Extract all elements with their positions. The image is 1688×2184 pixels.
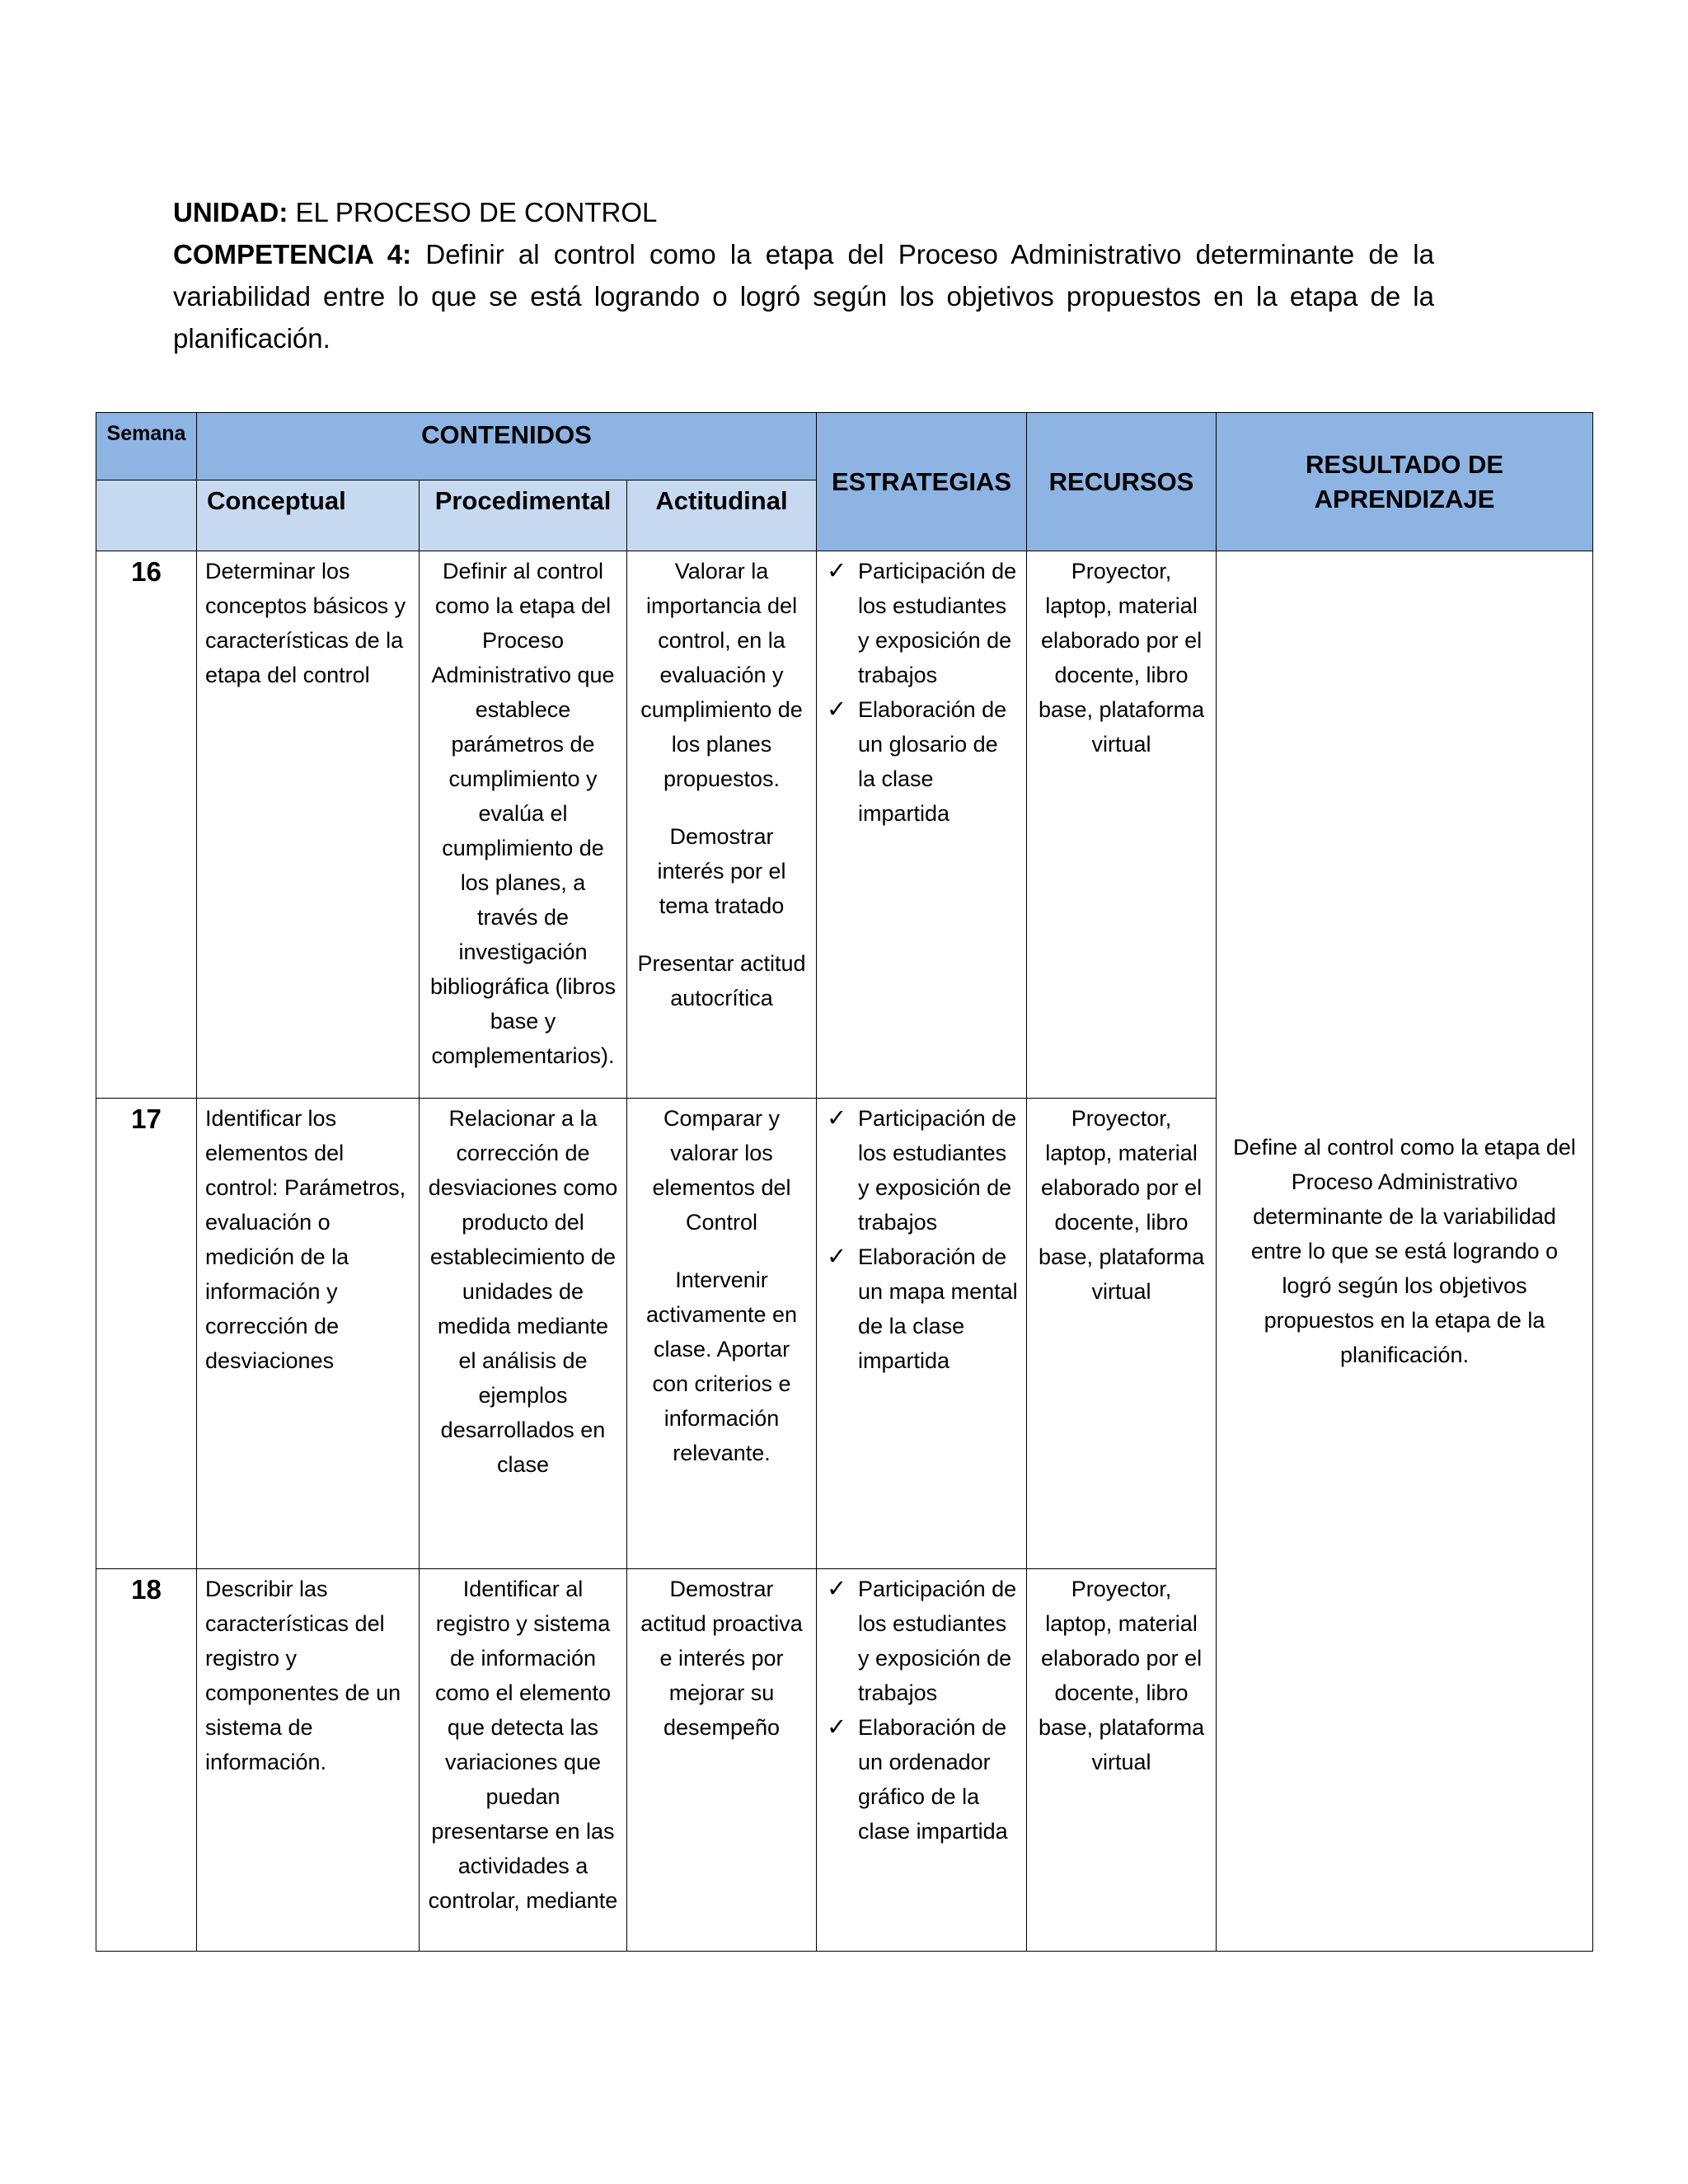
actitudinal-item: Valorar la importancia del control, en la evaluación y cumplimiento de los planes propuestos. — [640, 559, 803, 791]
conceptual-cell: Determinar los conceptos básicos y características de la etapa del control — [197, 551, 420, 1099]
unidad-line — [173, 191, 1434, 233]
recursos-cell: Proyector, laptop, material elaborado por el docente, libro base, plataforma virtual — [1027, 1569, 1217, 1952]
week-number: 16 — [96, 551, 197, 1099]
actitudinal-cell — [627, 1099, 817, 1569]
header-estrategias: ESTRATEGIAS — [817, 413, 1027, 551]
estrategia-item: ✓ Elaboración de un glosario de la clase impartida — [825, 692, 1018, 831]
resultado-cell: Define al control como la etapa del Proceso Administrativo determinante de la variabilidad entre lo que se está logrando o logró según los objetivos propuestos en la etapa de la planificación. — [1217, 551, 1593, 1952]
actitudinal-item: Demostrar interés por el tema tratado — [657, 824, 786, 918]
estrategias-cell — [817, 1099, 1027, 1569]
competencia-line — [173, 233, 1434, 359]
estrategia-item: ✓ Participación de los estudiantes y exposición de trabajos — [825, 1101, 1018, 1240]
procedimental-cell: Relacionar a la corrección de desviaciones como producto del establecimiento de unidades de medida mediante el análisis de ejemplos desarrollados en clase — [420, 1099, 627, 1569]
actitudinal-cell — [627, 1569, 817, 1952]
recursos-cell: Proyector, laptop, material elaborado por el docente, libro base, plataforma virtual — [1027, 1099, 1217, 1569]
estrategia-item: ✓ Elaboración de un mapa mental de la clase impartida — [825, 1240, 1018, 1378]
document-header — [173, 191, 1434, 359]
estrategias-list — [825, 1572, 1018, 1849]
actitudinal-cell — [627, 551, 817, 1099]
header-procedimental: Procedimental — [420, 480, 627, 551]
actitudinal-item: Presentar actitud autocrítica — [637, 951, 806, 1010]
estrategias-list — [825, 554, 1018, 831]
unidad-value: EL PROCESO DE CONTROL — [295, 197, 658, 227]
estrategia-item: ✓ Elaboración de un ordenador gráfico de la clase impartida — [825, 1710, 1018, 1849]
planning-table — [96, 412, 1593, 1952]
table-row — [96, 551, 1593, 1099]
estrategia-item: ✓ Participación de los estudiantes y exposición de trabajos — [825, 1572, 1018, 1710]
header-actitudinal: Actitudinal — [627, 480, 817, 551]
estrategia-item: ✓ Participación de los estudiantes y exposición de trabajos — [825, 554, 1018, 692]
procedimental-cell: Identificar al registro y sistema de información como el elemento que detecta las variaciones que puedan presentarse en las actividades a controlar, mediante — [420, 1569, 627, 1952]
header-row-1 — [96, 413, 1593, 480]
unidad-label: UNIDAD: — [173, 197, 288, 227]
actitudinal-item: Demostrar actitud proactiva e interés por mejorar su desempeño — [640, 1577, 803, 1740]
conceptual-cell: Identificar los elementos del control: Parámetros, evaluación o medición de la información y corrección de desviaciones — [197, 1099, 420, 1569]
estrategias-list — [825, 1101, 1018, 1378]
competencia-label: COMPETENCIA 4: — [173, 239, 412, 269]
recursos-cell: Proyector, laptop, material elaborado por el docente, libro base, plataforma virtual — [1027, 551, 1217, 1099]
procedimental-cell: Definir al control como la etapa del Proceso Administrativo que establece parámetros de cumplimiento y evalúa el cumplimiento de los planes, a través de investigación bibliográfica (libros base y complementarios). — [420, 551, 627, 1099]
week-number: 17 — [96, 1099, 197, 1569]
estrategias-cell — [817, 551, 1027, 1099]
estrategias-cell — [817, 1569, 1027, 1952]
header-recursos: RECURSOS — [1027, 413, 1217, 551]
header-semana-blank — [96, 480, 197, 551]
conceptual-cell: Describir las características del registro y componentes de un sistema de información. — [197, 1569, 420, 1952]
header-contenidos: CONTENIDOS — [197, 413, 817, 480]
week-number: 18 — [96, 1569, 197, 1952]
header-semana: Semana — [96, 413, 197, 480]
competencia-value: Definir al control como la etapa del Proceso Administrativo determinante de la variabilidad entre lo que se está logrando o logró según los objetivos propuestos en la etapa de la planificación. — [173, 239, 1434, 354]
header-resultado: RESULTADO DE APRENDIZAJE — [1217, 413, 1593, 551]
header-conceptual: Conceptual — [197, 480, 420, 551]
actitudinal-item: Intervenir activamente en clase. Aportar con criterios e información relevante. — [645, 1268, 798, 1465]
actitudinal-item: Comparar y valorar los elementos del Control — [652, 1106, 791, 1235]
